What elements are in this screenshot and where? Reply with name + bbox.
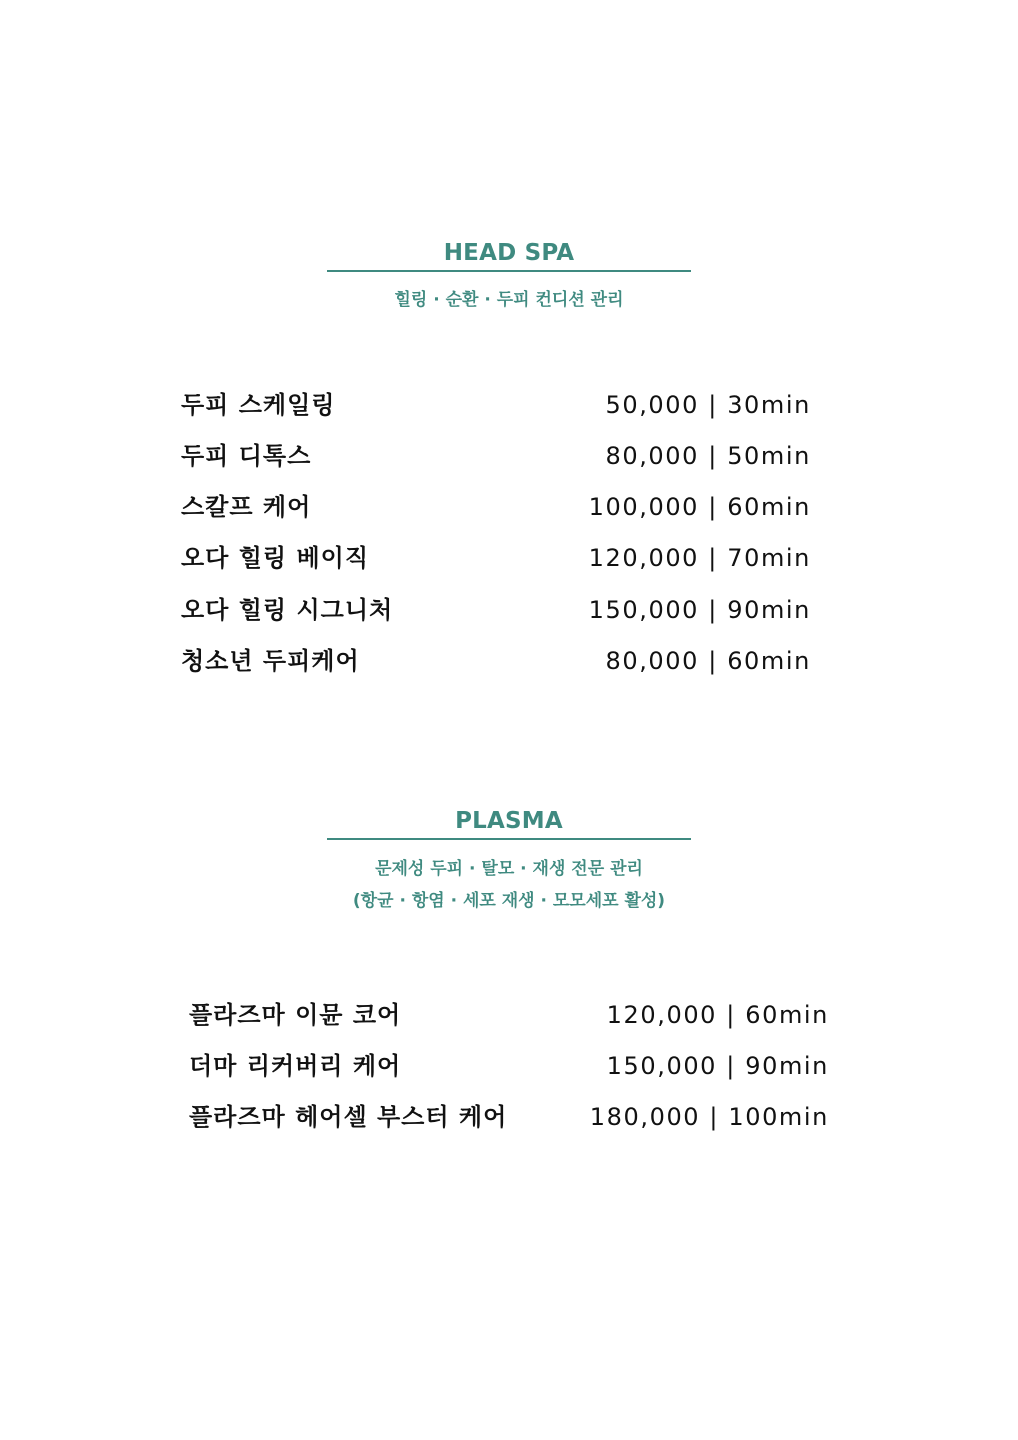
menu-item-name: 스칼프 케어 (181, 493, 312, 521)
menu-item-name: 두피 스케일링 (181, 391, 336, 419)
menu-item (181, 440, 811, 472)
head-spa-header (327, 239, 691, 272)
menu-item-price: 100,000 | 60min (588, 493, 811, 521)
menu-item-price: 80,000 | 60min (605, 647, 811, 675)
menu-item-price: 80,000 | 50min (605, 442, 811, 470)
plasma-subtitle: 문제성 두피 · 탈모 · 재생 전문 관리 (375, 859, 643, 879)
menu-item (181, 491, 811, 523)
menu-item-price: 180,000 | 100min (589, 1103, 829, 1131)
plasma-divider (327, 838, 691, 840)
menu-item (181, 542, 811, 574)
menu-item (189, 1050, 829, 1082)
menu-item-name: 오다 힐링 베이직 (181, 544, 369, 572)
head-spa-title: HEAD SPA (443, 240, 575, 266)
menu-item-price: 120,000 | 60min (606, 1001, 829, 1029)
menu-item (189, 1101, 829, 1133)
menu-item-name: 청소년 두피케어 (181, 647, 360, 675)
menu-item-name: 플라즈마 이뮨 코어 (189, 1001, 402, 1029)
plasma-header (327, 807, 691, 840)
menu-item-name: 플라즈마 헤어셀 부스터 케어 (189, 1103, 508, 1131)
head-spa-divider (327, 270, 691, 272)
menu-item-price: 150,000 | 90min (606, 1052, 829, 1080)
menu-item-name: 더마 리커버리 케어 (189, 1052, 402, 1080)
plasma-title: PLASMA (455, 808, 563, 834)
menu-item-name: 두피 디톡스 (181, 442, 312, 470)
menu-item (181, 594, 811, 626)
menu-item-name: 오다 힐링 시그니처 (181, 596, 394, 624)
plasma-subtitle-detail: (항균 · 항염 · 세포 재생 · 모모세포 활성) (352, 891, 666, 911)
menu-item (189, 999, 829, 1031)
menu-item (181, 645, 811, 677)
head-spa-subtitle: 힐링 · 순환 · 두피 컨디션 관리 (394, 290, 624, 310)
menu-item-price: 120,000 | 70min (588, 544, 811, 572)
menu-item-price: 50,000 | 30min (605, 391, 811, 419)
menu-item-price: 150,000 | 90min (588, 596, 811, 624)
menu-item (181, 389, 811, 421)
